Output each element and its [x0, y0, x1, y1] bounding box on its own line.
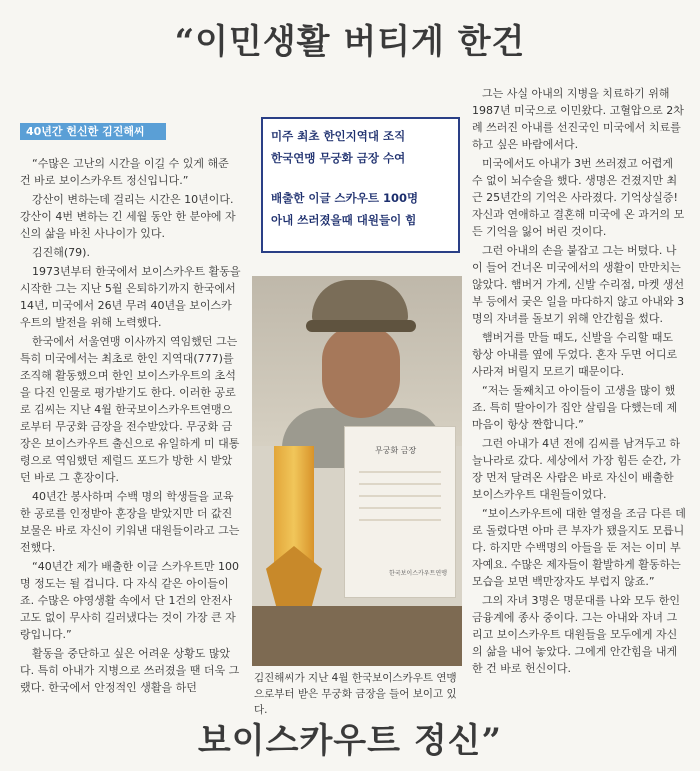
- paragraph: 그런 아내가 4년 전에 김씨를 남겨두고 하늘나라로 갔다. 세상에서 가장 힘든 순간, 가장 먼저 달려온 사람은 바로 자신이 배출한 보이스카우트 대원들이었다.: [472, 437, 681, 501]
- section-tag: 40년간 헌신한 김진해씨: [20, 123, 166, 140]
- right-column: [472, 85, 686, 679]
- person-face: [322, 326, 400, 418]
- paragraph: “수많은 고난의 시간을 이길 수 있게 해준 건 바로 보이스카우트 정신입니다.”: [20, 157, 229, 187]
- paragraph: 햄버거를 만들 때도, 신발을 수리할 때도 항상 아내를 옆에 두었다. 혼자 두면 어디로 사라져 버릴지 모르기 때문이다.: [472, 331, 678, 378]
- subhead-line: 배출한 이글 스카우트 100명: [271, 191, 419, 205]
- paragraph: 그의 자녀 3명은 명문대를 나와 모두 한인 금융계에 종사 중이다. 그는 아내와 자녀 그리고 보이스카우트 대원들을 모두에게 자신의 삶을 내어 놓았다. 그에게 안간힘을 내게 한 건 바로 헌신이다.: [472, 594, 680, 675]
- paragraph: “저는 둘째치고 아이들이 고생을 많이 했죠. 특히 딸아이가 집안 살림을 다했는데 제 마음이 항상 짠합니다.”: [472, 384, 678, 431]
- headline-top: “이민생활 버티게 한건: [174, 22, 526, 62]
- paragraph: 강산이 변하는데 걸리는 시간은 10년이다. 강산이 4번 변하는 긴 세월 동안 한 분야에 자신의 삶을 바친 사나이가 있다.: [20, 193, 236, 240]
- subheadline-box: [261, 117, 460, 253]
- subhead-line: 아내 쓰러졌을때 대원들이 힘: [271, 213, 417, 227]
- photo-caption: 김진해씨가 지난 4월 한국보이스카우트 연맹으로부터 받은 무궁화 금장을 들어 보이고 있다.: [254, 672, 457, 716]
- paragraph: 김진해(79).: [32, 246, 90, 259]
- paragraph: “40년간 제가 배출한 이글 스카우트만 100명 정도는 될 겁니다. 다 자식 같은 아이들이죠. 수많은 야영생활 속에서 단 1건의 안전사고도 없이 무사히 길러냈다는 것이 가장 큰 자랑입니다.”: [20, 560, 239, 641]
- article-photo: [252, 276, 462, 666]
- certificate-title: 무궁화 금장: [375, 446, 417, 455]
- headline-bottom: 보이스카우트 정신”: [197, 721, 503, 761]
- paragraph: 활동을 중단하고 싶은 어려운 상황도 많았다. 특히 아내가 지병으로 쓰러졌을 땐 더욱 그랬다. 한국에서 안정적인 생활을 하던: [20, 647, 240, 694]
- paragraph: “보이스카우트에 대한 열정을 조금 다른 데로 돌렸다면 아마 큰 부자가 됐을지도 모릅니다. 하지만 수백명의 아들을 둔 저는 이미 부자예요. 수많은 제자들이 활발하게 활동하는 모습을 보면 백만장자도 부럽지 않죠.”: [472, 507, 686, 588]
- subhead-line: 미주 최초 한인지역대 조직: [271, 129, 406, 143]
- paragraph: 1973년부터 한국에서 보이스카우트 활동을 시작한 그는 지난 5월 은퇴하기까지 한국에서 14년, 미국에서 26년 무려 40년을 보이스카우트의 발전을 위해 노력했다.: [20, 265, 241, 329]
- left-column: [20, 155, 242, 698]
- paragraph: 미국에서도 아내가 3번 쓰러졌고 어렵게 수 없이 뇌수술을 했다. 생명은 건졌지만 최근 25년간의 기억은 사라졌다. 기억상실증! 자신과 연애하고 결혼해 미국에 온 과거의 모든 기억을 잃어 버린 것이다.: [472, 157, 685, 238]
- paragraph: 40년간 봉사하며 수백 명의 학생들을 교육한 공로를 인정받아 훈장을 받았지만 더 값진 보물은 바로 자신이 키워낸 대원들이라고 그는 전했다.: [20, 490, 240, 554]
- paragraph: 그런 아내의 손을 붙잡고 그는 버텼다. 나이 들어 건너온 미국에서의 생활이 만만치는 않았다. 햄버거 가게, 신발 수리점, 마켓 생선부 등에서 궂은 일을 마다하지 않고 아내와 3명의 자녀를 돌보기 위해 안간힘을 썼다.: [472, 244, 685, 325]
- paragraph: 한국에서 서울연맹 이사까지 역임했던 그는 특히 미국에서는 최초로 한인 지역대(777)를 조직해 활동했으며 한인 보이스카우트의 초석을 다진 인물로 평가받기도 한다. 이러한 공로로 김씨는 지난 4월 한국보이스카우트연맹으로부터 무궁화 금장을 전수받았다. 무궁화 금장은 보이스카우트 출신으로 유일하게 미 대통령으로 역임했던 제럴드 포드가 방한 시 받았던 바로 그 훈장이다.: [20, 335, 240, 484]
- subhead-line: 한국연맹 무궁화 금장 수여: [271, 151, 406, 165]
- paragraph: 그는 사실 아내의 지병을 치료하기 위해 1987년 미국으로 이민왔다. 고혈압으로 2차례 쓰러진 아내를 선진국인 미국에서 치료를 하고 싶은 바람에서다.: [472, 87, 684, 151]
- certificate-footer: 한국보이스카우트연맹: [389, 570, 447, 577]
- certificate: [344, 426, 456, 598]
